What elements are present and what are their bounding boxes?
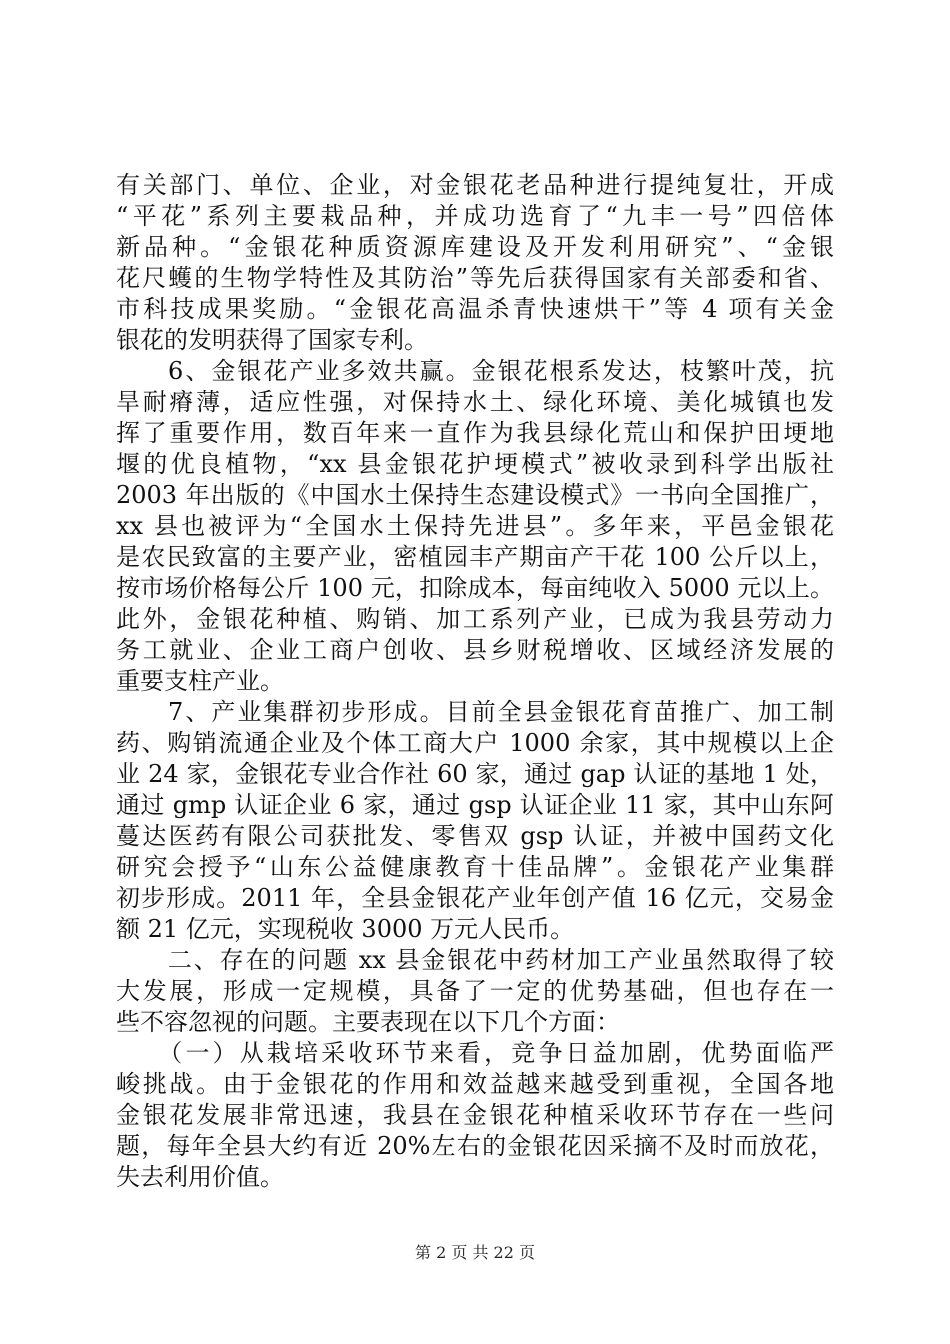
text-line: 务工就业、企业工商户创收、县乡财税增收、区域经济发展的 bbox=[116, 636, 834, 664]
text-line: 峻挑战。由于金银花的作用和效益越来越受到重视，全国各地 bbox=[116, 1070, 834, 1098]
text-line: 新品种。“金银花种质资源库建设及开发利用研究”、“金银 bbox=[116, 233, 834, 261]
text-line: 额 21 亿元，实现税收 3000 万元人民币。 bbox=[116, 915, 575, 943]
text-line: xx 县也被评为“全国水土保持先进县”。多年来，平邑金银花 bbox=[116, 512, 834, 540]
text-line: 有关部门、单位、企业，对金银花老品种进行提纯复壮，开成 bbox=[116, 171, 834, 199]
text-line: 业 24 家，金银花专业合作社 60 家，通过 gap 认证的基地 1 处， bbox=[116, 760, 834, 788]
text-line: 通过 gmp 认证企业 6 家，通过 gsp 认证企业 11 家，其中山东阿 bbox=[116, 791, 834, 819]
text-line: 此外，金银花种植、购销、加工系列产业，已成为我县劳动力 bbox=[116, 605, 834, 633]
text-line: （一）从栽培采收环节来看，竞争日益加剧，优势面临严 bbox=[116, 1039, 834, 1067]
text-line: 堰的优良植物，“xx 县金银花护埂模式”被收录到科学出版社 bbox=[116, 450, 834, 478]
document-body bbox=[116, 170, 834, 1193]
text-line: 蔓达医药有限公司获批发、零售双 gsp 认证，并被中国药文化 bbox=[116, 822, 834, 850]
text-line: 市科技成果奖励。“金银花高温杀青快速烘干”等 4 项有关金 bbox=[116, 295, 834, 323]
text-line: 二、存在的问题 xx 县金银花中药材加工产业虽然取得了较 bbox=[116, 946, 834, 974]
text-line: 6、金银花产业多效共赢。金银花根系发达，枝繁叶茂，抗 bbox=[116, 357, 834, 385]
text-line: 是农民致富的主要产业，密植园丰产期亩产干花 100 公斤以上， bbox=[116, 543, 834, 571]
text-line: 按市场价格每公斤 100 元，扣除成本，每亩纯收入 5000 元以上。 bbox=[116, 574, 834, 602]
text-line: 题，每年全县大约有近 20%左右的金银花因采摘不及时而放花， bbox=[116, 1132, 834, 1160]
text-line: 重要支柱产业。 bbox=[116, 667, 284, 695]
text-line: 花尺蠖的生物学特性及其防治”等先后获得国家有关部委和省、 bbox=[116, 264, 834, 292]
text-line: 挥了重要作用，数百年来一直作为我县绿化荒山和保护田埂地 bbox=[116, 419, 834, 447]
text-line: “平花”系列主要栽品种，并成功选育了“九丰一号”四倍体 bbox=[116, 202, 834, 230]
text-line: 2003 年出版的《中国水土保持生态建设模式》一书向全国推广， bbox=[116, 481, 834, 509]
page-footer: 第 2 页 共 22 页 bbox=[415, 1243, 535, 1262]
text-line: 银花的发明获得了国家专利。 bbox=[116, 326, 428, 354]
text-line: 初步形成。2011 年，全县金银花产业年创产值 16 亿元，交易金 bbox=[116, 884, 834, 912]
text-line: 7、产业集群初步形成。目前全县金银花育苗推广、加工制 bbox=[116, 698, 834, 726]
text-line: 金银花发展非常迅速，我县在金银花种植采收环节存在一些问 bbox=[116, 1101, 834, 1129]
text-line: 旱耐瘠薄，适应性强，对保持水土、绿化环境、美化城镇也发 bbox=[116, 388, 834, 416]
text-line: 失去利用价值。 bbox=[116, 1163, 284, 1191]
text-line: 研究会授予“山东公益健康教育十佳品牌”。金银花产业集群 bbox=[116, 853, 834, 881]
text-line: 些不容忽视的问题。主要表现在以下几个方面： bbox=[116, 1008, 620, 1036]
text-line: 药、购销流通企业及个体工商大户 1000 余家，其中规模以上企 bbox=[116, 729, 834, 757]
text-line: 大发展，形成一定规模，具备了一定的优势基础，但也存在一 bbox=[116, 977, 834, 1005]
